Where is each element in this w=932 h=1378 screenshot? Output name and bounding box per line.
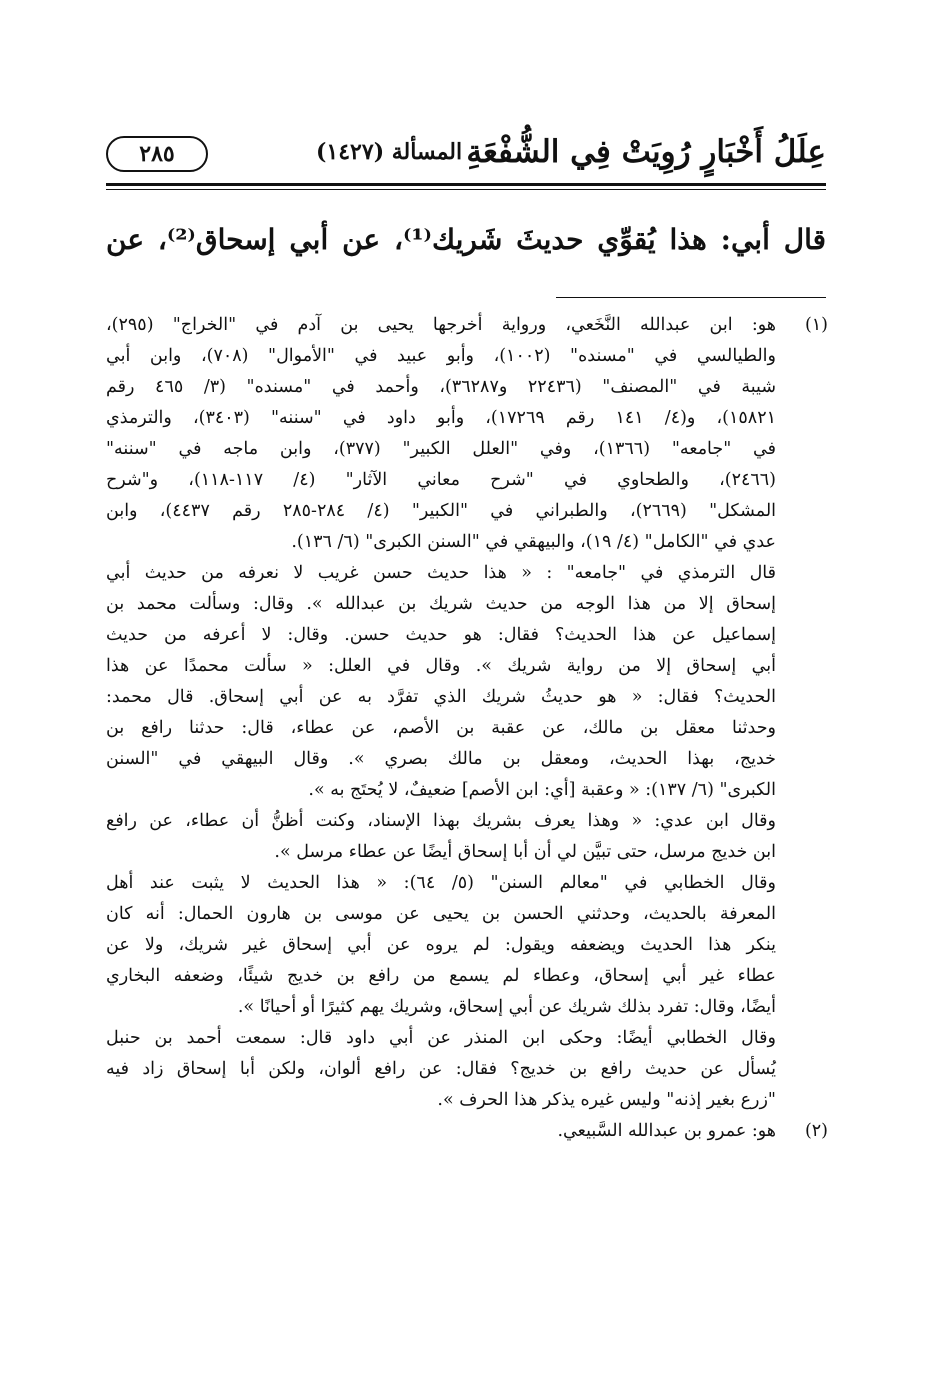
- book-title: عِلَلُ أَخْبَارٍ رُوِيَتْ فِي الشُّفْعَةِ: [466, 134, 826, 170]
- footnote-1-line-text: الكبرى" (٦/ ١٣٧): « وعقبة [أي: ابن الأصم] ضعيفٌ، لا يُحتَج به ».: [308, 780, 776, 800]
- footnote-1-line-text: وقال الخطابي أيضًا: وحكى ابن المنذر عن أبي داود قال: سمعت أحمد بن حنبل: [106, 1028, 776, 1048]
- footnote-1-line-text: قال الترمذي في "جامعه" : « هذا حديث حسن غريب لا نعرفه من حديث أبي: [106, 563, 776, 583]
- footnote-1-line: [106, 775, 828, 806]
- footnote-separator: [556, 297, 826, 298]
- footnote-1-line-text: ١٥٨٢١)، و(٤/ ١٤١ رقم ١٧٢٦٩)، وأبو داود في "سننه" (٣٤٠٣)، والترمذي: [106, 408, 776, 428]
- footnote-1-line: [106, 961, 828, 992]
- footnote-1-line: [106, 434, 828, 465]
- footnote-1-line: [106, 372, 828, 403]
- footnote-1-line-text: يُسأل عن حديث رافع بن خديج؟ فقال: عن رافع ألوان، ولكن أبا إسحاق زاد فيه: [106, 1059, 776, 1079]
- header-rule-thin: [106, 189, 826, 190]
- footnote-1-line-text: وقال ابن عدي: « وهذا يعرف بشريك بهذا الإسناد، وكنت أظنُّ أن عطاء، عن رافع: [106, 811, 776, 831]
- footnote-1-line: [106, 1054, 828, 1085]
- footnote-1-line: [106, 992, 828, 1023]
- footnote-1-line-text: وقال الخطابي في "معالم السنن" (٥/ ٦٤): « هذا الحديث لا يثبت عند أهل: [106, 873, 776, 893]
- footnote-1-line-text: ابن خديج مرسل، حتى تبيَّن لي أن أبا إسحاق أيضًا عن عطاء مرسل ».: [274, 842, 776, 862]
- footnote-1-line-text: عطاء غير أبي إسحاق، وعطاء لم يسمع من رافع بن خديج شيئًا، وضعفه البخاري: [106, 966, 776, 986]
- footnote-1-line: [106, 899, 828, 930]
- footnote-1-line-text: الحديث؟ فقال: « هو حديثُ شريك الذي تفرَّد به عن أبي إسحاق. قال محمد:: [106, 687, 776, 707]
- issue-number: المسألة (١٤٢٧): [316, 139, 463, 165]
- footnote-1-number: (١): [804, 315, 828, 335]
- footnote-1-line-text: إسحاق إلا من هذا الوجه من حديث شريك بن عبدالله ». وقال: وسألت محمد بن: [106, 594, 776, 614]
- footnote-1-line-text: "زرع بغير إذنه" وليس غيره يذكر هذا الحرف ».: [437, 1090, 776, 1110]
- page-number: ٢٨٥: [106, 136, 208, 172]
- header-rule-thick: [106, 183, 826, 186]
- footnote-1-line: [106, 1023, 828, 1054]
- footnote-1-line-text: خديج، بهذا الحديث، ومعقل بن مالك بصري ». وقال البيهقي في "السنن: [106, 749, 776, 769]
- footnote-1-line-text: إسماعيل عن هذا الحديث؟ فقال: هو حديث حسن. وقال: لا أعرفه من حديث: [106, 625, 776, 645]
- footnote-1-line: [106, 465, 828, 496]
- footnote-1-line-text: أبي إسحاق إلا من رواية شريك ». وقال في العلل: « سألت محمدًا عن هذا: [106, 656, 776, 676]
- footnote-1-line: [106, 868, 828, 899]
- footnote-1-line-text: في "جامعه" (١٣٦٦)، وفي "العلل الكبير" (٣٧٧)، وابن ماجه في "سننه": [106, 439, 776, 459]
- footnote-1-line-text: والطيالسي في "مسنده" (١٠٠٢)، وأبو عبيد في "الأموال" (٧٠٨)، وابن أبي: [106, 346, 776, 366]
- main-text-line: قال أبي: هذا يُقوِّي حديثَ شَريك⁽¹⁾، عن أبي إسحاق⁽²⁾، عن: [106, 223, 826, 256]
- footnote-2: [106, 1116, 828, 1147]
- footnote-1-line: [106, 1085, 828, 1116]
- footnote-1-line-text: المشكل" (٢٦٦٩)، والطبراني في "الكبير" (٤/ ٢٨٤-٢٨٥ رقم ٤٤٣٧)، وابن: [106, 501, 777, 521]
- footnote-1-line: [106, 558, 828, 589]
- footnote-1: [106, 310, 828, 1116]
- footnote-1-line: [106, 403, 828, 434]
- running-header: [106, 130, 826, 178]
- footnote-1-line: [106, 930, 828, 961]
- footnote-1-line: [106, 620, 828, 651]
- footnote-1-line-text: عدي في "الكامل" (٤/ ١٩)، والبيهقي في "السنن الكبرى" (٦/ ١٣٦).: [291, 532, 776, 552]
- footnote-1-line: [106, 682, 828, 713]
- footnote-2-number: (٢): [804, 1121, 828, 1141]
- footnote-1-line: [106, 713, 828, 744]
- footnote-1-line: [106, 527, 828, 558]
- footnote-1-line-text: ينكر هذا الحديث ويضعفه ويقول: لم يروه عن أبي إسحاق غير شريك، ولا عن: [106, 935, 776, 955]
- footnote-1-line: [106, 806, 828, 837]
- footnote-1-line: [106, 589, 828, 620]
- footnote-1-line-text: وحدثنا معقل بن مالك، عن عقبة بن الأصم، عن عطاء، قال: حدثنا رافع بن: [106, 718, 776, 738]
- footnote-1-line-text: هو: ابن عبدالله النَّخَعي، ورواية أخرجها يحيى بن آدم في "الخراج" (٢٩٥)،: [106, 315, 776, 335]
- footnote-1-line: [106, 651, 828, 682]
- footnote-1-line: [106, 496, 828, 527]
- footnote-1-line-text: المعرفة بالحديث، وحدثني الحسن بن يحيى عن موسى بن هارون الحمال: أنه كان: [106, 904, 776, 924]
- footnote-1-line-text: (٢٤٦٦)، والطحاوي في "شرح معاني الآثار" (٤/ ١١٧-١١٨)، و"شرح: [106, 470, 776, 490]
- footnote-1-line: [106, 837, 828, 868]
- footnote-1-line-text: شيبة في "المصنف" (٢٢٤٣٦ و٣٦٢٨٧)، وأحمد في "مسنده" (٣/ ٤٦٥ رقم: [106, 377, 776, 397]
- footnote-1-line: [106, 341, 828, 372]
- footnote-1-line-text: أيضًا، وقال: تفرد بذلك شريك عن أبي إسحاق، وشريك يهم كثيرًا أو أحيانًا ».: [237, 997, 776, 1017]
- footnote-1-line: [106, 744, 828, 775]
- footnote-2-text: هو: عمرو بن عبدالله السَّبيعي.: [557, 1121, 776, 1141]
- footnote-1-line: [106, 310, 828, 341]
- footnotes: [106, 310, 828, 1147]
